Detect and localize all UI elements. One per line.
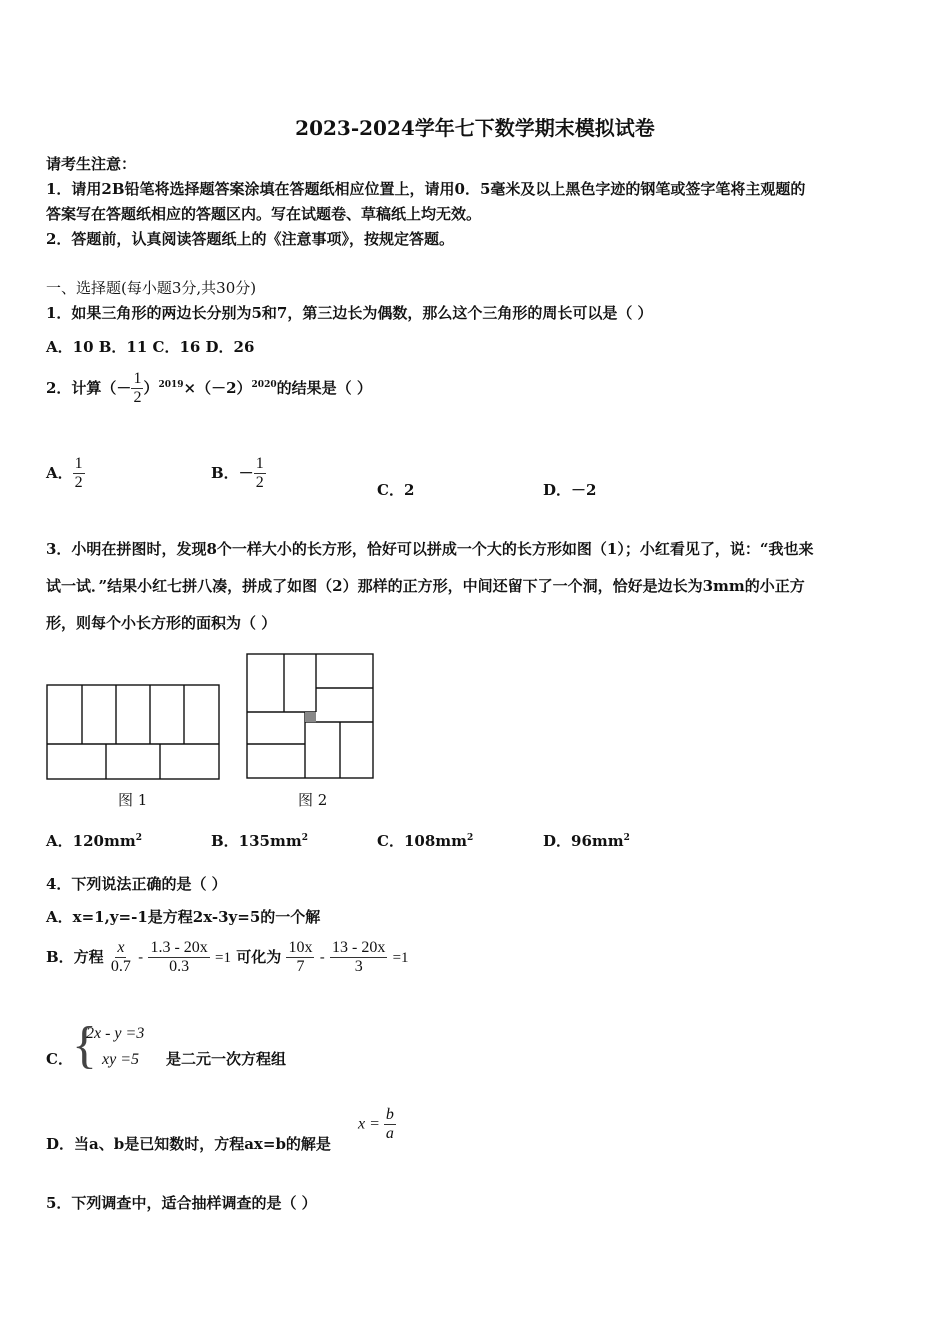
question-4-option-b: B．方程 $\frac{x}{0.7}$ - $\frac{1.3 - 20x}{0.3}$ =1 可化为 $\frac{10x}{7}$ - $\frac{13 - 20x}{3}$ =1: [46, 939, 409, 976]
question-2-stem: 2．计算（－ $\frac{1}{2}$ ）$^{2019}\times(-2)^{2020}$的结果是（ ）: [46, 370, 372, 407]
question-5-stem: 5．下列调查中，适合抽样调查的是（ ）: [46, 1194, 317, 1212]
question-2-option-c: C．2: [377, 481, 415, 499]
question-2-option-d: D．－2: [543, 481, 597, 499]
notice-line-2: 答案写在答题纸相应的答题区内。写在试题卷、草稿纸上均无效。: [46, 205, 482, 223]
figure-2-hole: [305, 712, 316, 722]
question-3-option-c: C．$108mm^2$: [377, 832, 474, 850]
question-3-line-2: 试一试．”结果小红七拼八凑，拼成了如图（2）那样的正方形，中间还留下了一个洞，恰好是边长为3mm的小正方: [46, 577, 805, 595]
notice-line-3: 2．答题前，认真阅读答题纸上的《注意事项》，按规定答题。: [46, 230, 454, 248]
figure-2: [246, 652, 376, 780]
question-4-option-a: A．x=1,y=-1是方程2x-3y=5的一个解: [46, 908, 321, 926]
question-4-option-c-text: 是二元一次方程组: [166, 1050, 287, 1068]
question-3-option-b: B．$135mm^2$: [211, 832, 308, 850]
question-1-options: A．10 B．11 C．16 D．26: [46, 338, 255, 356]
question-4-option-d-formula: x = $\frac{b}{a}$: [358, 1106, 394, 1143]
question-3-line-3: 形，则每个小长方形的面积为（ ）: [46, 614, 277, 632]
question-4-system: 2x - y =3 xy =5: [86, 1025, 145, 1068]
notice-heading: 请考生注意：: [46, 155, 137, 173]
section-heading: 一、选择题(每小题3分,共30分): [46, 279, 257, 297]
notice-line-1: 1．请用2B铅笔将选择题答案涂填在答题纸相应位置上，请用0．5毫米及以上黑色字迹的钢笔或签字笔将主观题的: [46, 180, 806, 198]
question-2-option-b: B．－ $\frac{1}{2}$: [211, 455, 264, 492]
question-4-stem: 4．下列说法正确的是（ ）: [46, 875, 227, 893]
question-3-option-a: A．$120mm^2$: [46, 832, 142, 850]
figure-1-label: 图 1: [118, 791, 148, 809]
question-4-option-c-label: C．: [46, 1050, 73, 1068]
system-brace: {: [72, 1017, 97, 1074]
question-3-option-d: D．$96mm^2$: [543, 832, 630, 850]
fraction-half: $\frac{1}{2}$: [133, 370, 142, 407]
question-3-line-1: 3．小明在拼图时，发现8个一样大小的长方形，恰好可以拼成一个大的长方形如图（1）；小红看见了，说：“我也来: [46, 540, 814, 558]
question-4-option-d: D．当a、b是已知数时，方程ax=b的解是: [46, 1135, 331, 1153]
figure-1: [46, 683, 221, 781]
question-1-stem: 1．如果三角形的两边长分别为5和7，第三边长为偶数，那么这个三角形的周长可以是（ ）: [46, 304, 653, 322]
figure-2-label: 图 2: [298, 791, 328, 809]
page-title: 2023-2024学年七下数学期末模拟试卷: [295, 116, 655, 140]
question-2-option-a: A． $\frac{1}{2}$: [46, 455, 83, 492]
